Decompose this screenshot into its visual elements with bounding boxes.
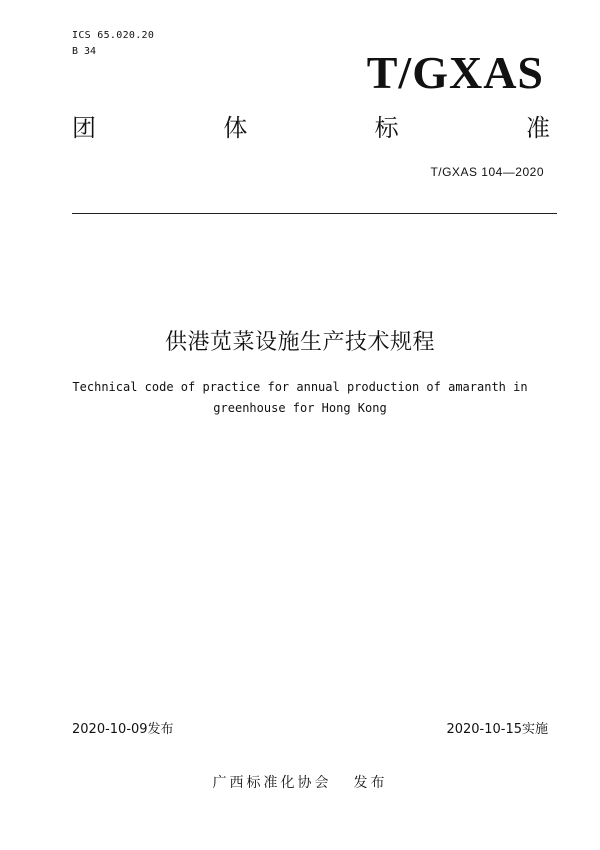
standard-type-char: 体 [223, 114, 248, 142]
standard-type-char: 团 [72, 114, 96, 142]
standard-type [72, 116, 550, 140]
title-en-line-2: greenhouse for Hong Kong [213, 401, 387, 415]
standard-logo: T/GXAS [366, 47, 544, 98]
publish-date: 2020-10-09发布 [72, 722, 174, 737]
issuer-org: 广西标准化协会 [212, 775, 332, 791]
title-en-line-1: Technical code of practice for annual production of amaranth in [72, 380, 528, 394]
issuer-line [0, 772, 600, 792]
ccs-code: B 34 [72, 46, 97, 57]
document-title-cn: 供港苋菜设施生产技术规程 [164, 330, 435, 355]
standard-number: T/GXAS 104—2020 [430, 165, 544, 179]
ics-code: ICS 65.020.20 [72, 30, 155, 41]
document-title-en [40, 377, 560, 419]
issuer-action: 发布 [353, 775, 388, 791]
header-divider [72, 213, 557, 214]
implementation-date: 2020-10-15实施 [446, 722, 548, 737]
standard-type-char: 准 [525, 114, 550, 142]
standard-type-char: 标 [374, 114, 399, 142]
